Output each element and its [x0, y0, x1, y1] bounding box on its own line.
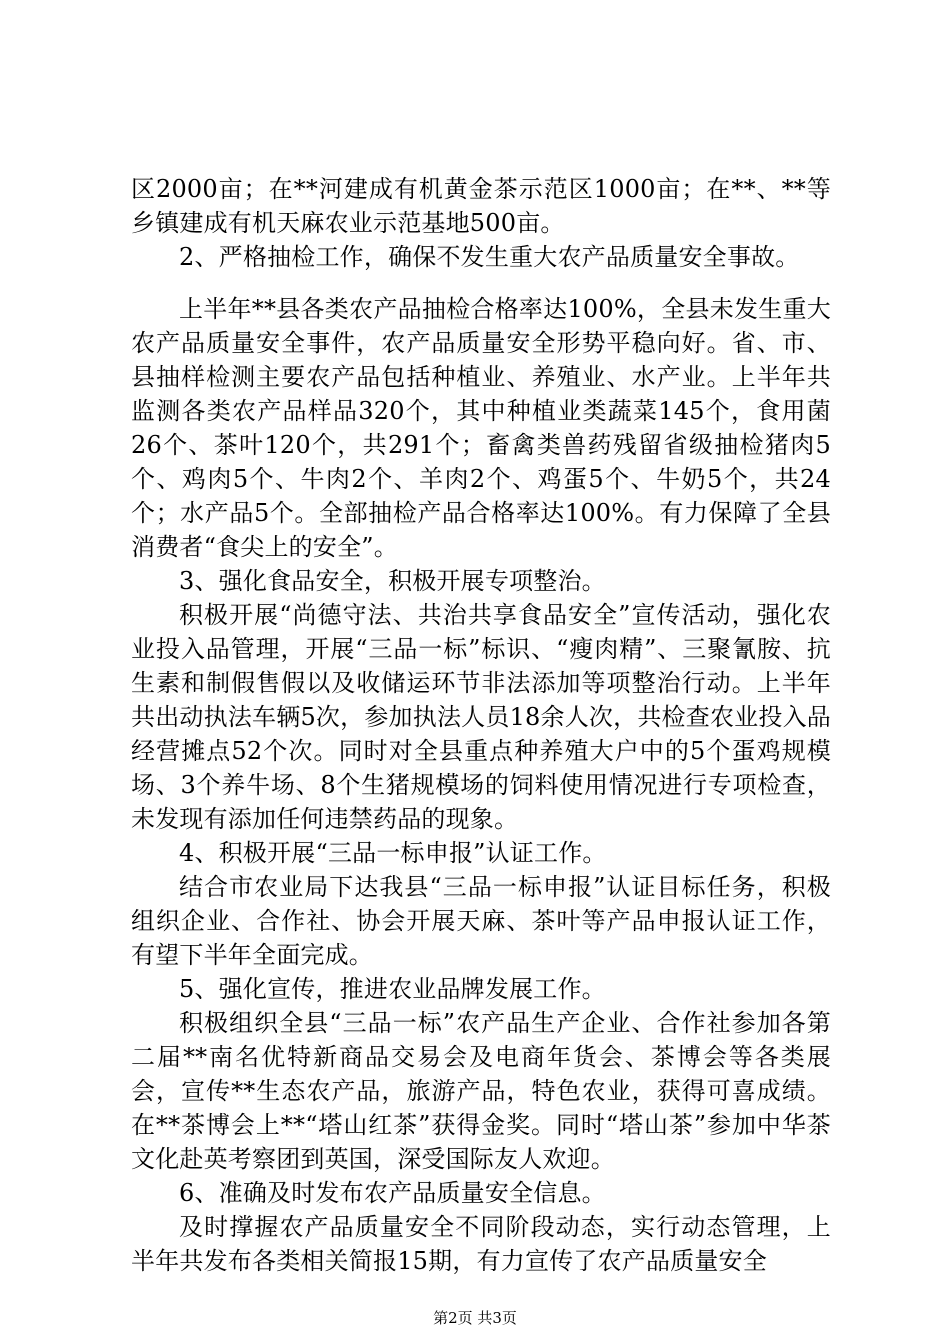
- page-footer: [0, 1308, 950, 1328]
- document-body-main: [131, 292, 831, 1278]
- section-heading-5: 5、强化宣传，推进农业品牌发展工作。: [179, 975, 606, 1003]
- body-paragraph-5: 积极组织全县“三品一标”农产品生产企业、合作社参加各第二届**南名优特新商品交易会及电商年货会、茶博会等各类展会，宣传**生态农产品，旅游产品，特色农业，获得可喜成绩。在**茶博会上**“塔山红茶”获得金奖。同时“塔山茶”参加中华茶文化赴英考察团到英国，深受国际友人欢迎。: [131, 1009, 831, 1173]
- continuation-paragraph: 区2000亩；在**河建成有机黄金茶示范区1000亩；在**、**等乡镇建成有机天麻农业示范基地500亩。: [131, 175, 831, 237]
- page-number-label: 第2页 共3页: [433, 1309, 517, 1327]
- body-paragraph-2: 上半年**县各类农产品抽检合格率达100%，全县未发生重大农产品质量安全事件，农产品质量安全形势平稳向好。省、市、县抽样检测主要农产品包括种植业、养殖业、水产业。上半年共监测各类农产品样品320个，其中种植业类蔬菜145个，食用菌26个、茶叶120个，共291个；畜禽类兽药残留省级抽检猪肉5个、鸡肉5个、牛肉2个、羊肉2个、鸡蛋5个、牛奶5个，共24个；水产品5个。全部抽检产品合格率达100%。有力保障了全县消费者“食尖上的安全”。: [131, 295, 831, 561]
- section-heading-6: 6、准确及时发布农产品质量安全信息。: [179, 1179, 606, 1207]
- section-heading-2: 2、严格抽检工作，确保不发生重大农产品质量安全事故。: [179, 243, 800, 271]
- body-paragraph-3: 积极开展“尚德守法、共治共享食品安全”宣传活动，强化农业投入品管理，开展“三品一标”标识、“瘦肉精”、三聚氰胺、抗生素和制假售假以及收储运环节非法添加等项整治行动。上半年共出动执法车辆5次，参加执法人员18余人次，共检查农业投入品经营摊点52个次。同时对全县重点种养殖大户中的5个蛋鸡规模场、3个养牛场、8个生猪规模场的饲料使用情况进行专项检查，未发现有添加任何违禁药品的现象。: [131, 601, 831, 833]
- body-paragraph-6: 及时撑握农产品质量安全不同阶段动态，实行动态管理，上半年共发布各类相关简报15期，有力宣传了农产品质量安全: [131, 1213, 831, 1275]
- section-heading-4: 4、积极开展“三品一标申报”认证工作。: [179, 839, 607, 867]
- document-body-top: [131, 172, 831, 274]
- section-heading-3: 3、强化食品安全，积极开展专项整治。: [179, 567, 606, 595]
- body-paragraph-4: 结合市农业局下达我县“三品一标申报”认证目标任务，积极组织企业、合作社、协会开展天麻、茶叶等产品申报认证工作，有望下半年全面完成。: [131, 873, 831, 969]
